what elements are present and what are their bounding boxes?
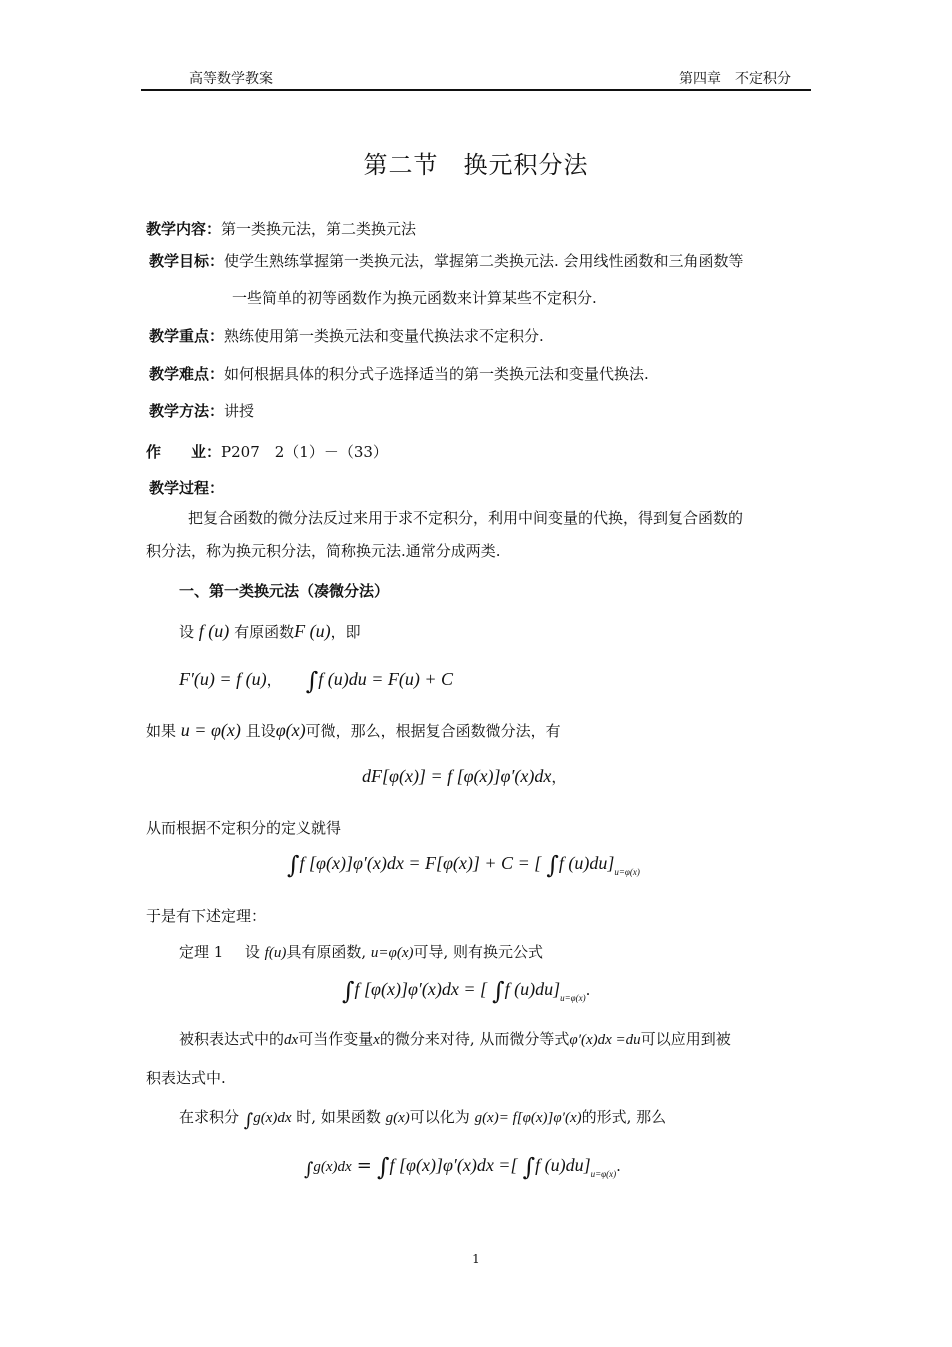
theorem-1 xyxy=(179,941,543,962)
thm-label: 定理 1 xyxy=(179,943,224,961)
intro-line1: 把复合函数的微分法反过来用于求不定积分，利用中间变量的代换，得到复合函数的 xyxy=(188,509,744,527)
p1-f: f (u) xyxy=(198,621,230,641)
p5-c: 的微分来对待, 从而微分等式 xyxy=(379,1030,570,1048)
p1-c: ，即 xyxy=(330,623,361,641)
p2-b: 且设 xyxy=(245,722,276,740)
eq4-b: f (u)du] xyxy=(504,979,561,999)
goal-text: 使学生熟练掌握第一类换元法，掌握第二类换元法. 会用线性函数和三角函数等 xyxy=(224,252,744,270)
p6-b: 时, 如果函数 xyxy=(296,1108,381,1126)
eq2-end: ， xyxy=(551,768,567,786)
thm-b: 具有原函数, xyxy=(286,943,367,961)
method-text: 讲授 xyxy=(224,402,255,420)
header-right: 第四章 不定积分 xyxy=(679,71,791,87)
eq3-a: f [φ(x)]φ′(x)dx = F[φ(x)] + C = [ xyxy=(299,853,542,873)
eq4-end: . xyxy=(585,981,591,999)
eq4-a: f [φ(x)]φ′(x)dx = [ xyxy=(354,979,487,999)
thm-a: 设 xyxy=(244,943,260,961)
teaching-content xyxy=(146,218,416,239)
paragraph-2 xyxy=(146,720,561,741)
integral-sign: ∫ xyxy=(304,1159,314,1180)
page-title: 第二节 换元积分法 xyxy=(363,151,589,179)
equation-1 xyxy=(179,667,453,695)
eq5-sub: u=φ(x) xyxy=(590,1169,617,1179)
integral-sign: ∫ xyxy=(492,977,505,1005)
paragraph-4: 于是有下述定理： xyxy=(146,907,267,925)
thm-u: u=φ(x) xyxy=(370,945,414,961)
thm-f: f(u) xyxy=(264,945,287,961)
content-text: 第一类换元法，第二类换元法 xyxy=(221,220,417,238)
p2-phi: φ(x) xyxy=(275,720,306,740)
eq1-sep: ， xyxy=(266,671,282,689)
p2-c: 可微，那么，根据复合函数微分法，有 xyxy=(305,722,561,740)
key-text: 熟练使用第一类换元法和变量代换法求不定积分. xyxy=(224,327,544,345)
p6-d: 的形式, 那么 xyxy=(581,1108,667,1126)
p5-a: 被积表达式中的 xyxy=(179,1030,285,1048)
p6-c: 可以化为 xyxy=(409,1108,470,1126)
integral-sign: ∫ xyxy=(287,851,300,879)
eq4-sub: u=φ(x) xyxy=(560,993,586,1003)
integral-sign: ∫ xyxy=(522,1153,536,1181)
goal-label: 教学目标： xyxy=(149,252,225,270)
paragraph-5-line2: 积表达式中. xyxy=(146,1069,226,1087)
equation-3 xyxy=(287,851,640,879)
eq1-a: F′(u) = f (u) xyxy=(179,669,267,689)
p5-eq: φ′(x)dx =du xyxy=(569,1032,641,1048)
p1-b: 有原函数 xyxy=(234,623,295,641)
teaching-key xyxy=(149,325,544,346)
p2-a: 如果 xyxy=(146,722,177,740)
p6-int: g(x)dx xyxy=(253,1110,292,1126)
eq5-end: . xyxy=(616,1157,621,1175)
teaching-difficulty xyxy=(149,363,649,384)
integral-sign: ∫ xyxy=(305,667,319,695)
header-rule xyxy=(141,89,811,91)
p6-g: g(x) xyxy=(385,1110,410,1126)
eq5-a: g(x)dx xyxy=(313,1159,352,1175)
equation-4 xyxy=(342,977,590,1005)
intro-line2: 积分法，称为换元积分法，简称换元法.通常分成两类. xyxy=(146,542,501,560)
eq5-c: f [φ(x)]φ′(x)dx =[ xyxy=(389,1155,518,1175)
p1-F: F (u) xyxy=(294,621,331,641)
paragraph-5 xyxy=(179,1028,731,1049)
p5-d: 可以应用到被 xyxy=(640,1030,731,1048)
integral-sign: ∫ xyxy=(243,1110,254,1131)
equation-2 xyxy=(362,766,566,787)
homework xyxy=(146,441,388,462)
teaching-goal xyxy=(149,250,744,271)
homework-label: 作 业： xyxy=(146,443,222,461)
method-label: 教学方法： xyxy=(149,402,225,420)
difficulty-text: 如何根据具体的积分式子选择适当的第一类换元法和变量代换法. xyxy=(224,365,649,383)
key-label: 教学重点： xyxy=(149,327,225,345)
process-label: 教学过程： xyxy=(149,479,225,497)
eq5-b: = xyxy=(356,1155,372,1176)
paragraph-6 xyxy=(179,1106,666,1131)
section1-heading: 一、第一类换元法（凑微分法） xyxy=(179,582,390,600)
difficulty-label: 教学难点： xyxy=(149,365,225,383)
eq3-b: f (u)du] xyxy=(558,853,615,873)
integral-sign: ∫ xyxy=(546,851,559,879)
eq1-b: f (u)du = F(u) + C xyxy=(318,669,454,689)
p2-u: u = φ(x) xyxy=(180,720,241,740)
page-number: 1 xyxy=(472,1252,480,1266)
paragraph-3: 从而根据不定积分的定义就得 xyxy=(146,819,342,837)
thm-c: 可导, 则有换元公式 xyxy=(413,943,544,961)
homework-text: P207 2（1）－（33） xyxy=(221,443,388,461)
teaching-method xyxy=(149,400,254,421)
goal-text-line2: 一些简单的初等函数作为换元函数来计算某些不定积分. xyxy=(232,289,597,307)
header-left: 高等数学教案 xyxy=(189,71,273,87)
p5-b: 可当作变量 xyxy=(298,1030,374,1048)
p6-eq: g(x)= f[φ(x)]φ′(x) xyxy=(474,1110,582,1126)
integral-sign: ∫ xyxy=(342,977,355,1005)
eq2: dF[φ(x)] = f [φ(x)]φ′(x)dx xyxy=(362,766,552,786)
equation-5 xyxy=(304,1153,621,1181)
integral-sign: ∫ xyxy=(376,1153,390,1181)
eq5-d: f (u)du] xyxy=(535,1155,591,1175)
paragraph-1 xyxy=(179,621,361,642)
p1-a: 设 xyxy=(179,623,195,641)
eq3-sub: u=φ(x) xyxy=(614,867,640,877)
content-label: 教学内容： xyxy=(146,220,222,238)
p6-a: 在求积分 xyxy=(179,1108,240,1126)
p5-x: x xyxy=(373,1032,380,1048)
p5-dx: dx xyxy=(284,1032,299,1048)
